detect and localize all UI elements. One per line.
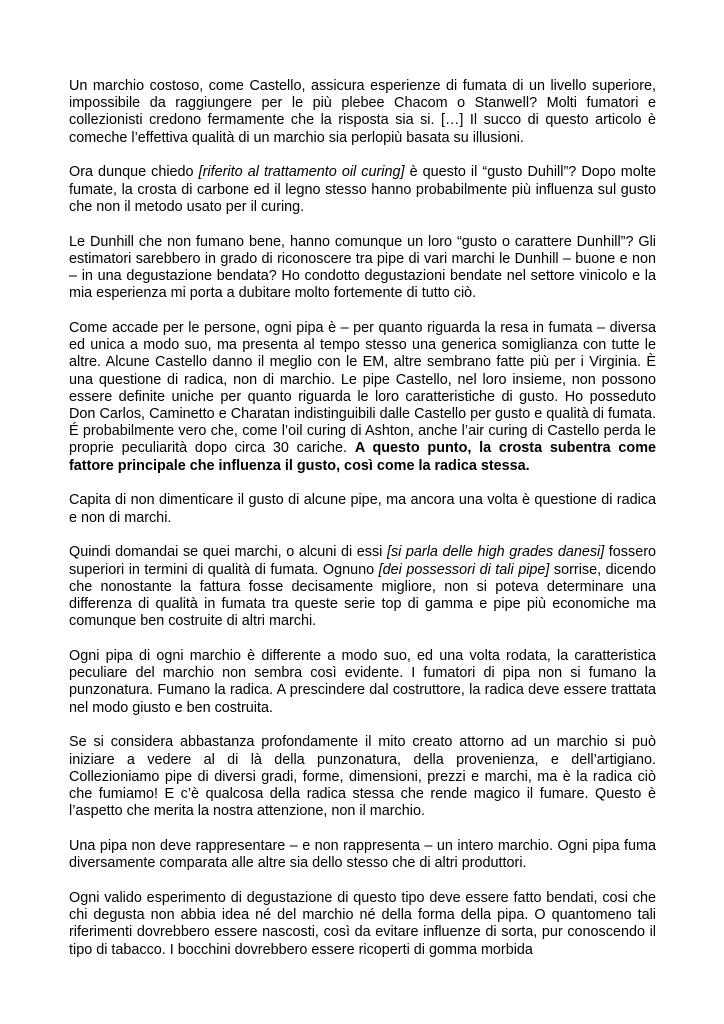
paragraph [69, 234, 656, 303]
text-run: Quindi domandai se quei marchi, o alcuni di essi [69, 544, 387, 561]
text-run: Come accade per le persone, ogni pipa è – per quanto riguarda la resa in fumata – diversa ed unica a modo suo, ma presenta al tempo stesso una generica somiglianza con tutte le altre. Alcune Castello danno il meglio con le EM, altre sembrano fatte più per i Virginia. È una questione di radica, non di marchio. Le pipe Castello, nel loro insieme, non possono essere definite uniche per quanto riguarda le loro caratteristiche di gusto. Ho posseduto Don Carlos, Caminetto e Charatan indistinguibili dalle Castello per gusto e qualità di fumata. É probabilmente vero che, come l’oil curing di Ashton, anche l’air curing di Castello perda le proprie peculiarità dopo circa 30 cariche. [69, 320, 656, 457]
text-run: fossero superiori in termini di qualità di fumata. Ognuno [69, 544, 656, 578]
paragraph [69, 890, 656, 959]
text-run: Un marchio costoso, come Castello, assicura esperienze di fumata di un livello superiore, impossibile da raggiungere per le più plebee Chacom o Stanwell? Molti fumatori e collezionisti credono fermamente che la risposta sia si. […] Il succo di questo articolo è comeche l’effettiva qualità di un marchio sia perlopiù basata su illusioni. [69, 78, 656, 146]
text-run: Le Dunhill che non fumano bene, hanno comunque un loro “gusto o carattere Dunhill”? Gli estimatori sarebbero in grado di riconoscere tra pipe di vari marchi le Dunhill – buone e non – in una degustazione bendata? Ho condotto degustazioni bendate nel settore vinicolo e la mia esperienza mi porta a dubitare molto fortemente di tutto ciò. [69, 233, 656, 302]
paragraph [69, 734, 656, 820]
text-run: è questo il “gusto Duhill”? Dopo molte fumate, la crosta di carbone ed il legno stesso hanno probabilmente più influenza sul gusto che non il metodo usato per il curing. [69, 164, 656, 215]
text-run: Una pipa non deve rappresentare – e non rappresenta – un intero marchio. Ogni pipa fuma diversamente comparata alle altre sia dello stesso che di altri produttori. [69, 838, 656, 872]
paragraph [69, 78, 656, 147]
text-run: sorrise, dicendo che nonostante la fattura fosse decisamente migliore, non si poteva determinare una differenza di qualità in fumata tra queste serie top di gamma e pipe più economiche ma comunque ben costruite di altri marchi. [69, 561, 657, 630]
paragraph [69, 838, 656, 872]
text-run: Capita di non dimenticare il gusto di alcune pipe, ma ancora una volta è questione di radica e non di marchi. [69, 492, 656, 526]
paragraph [69, 648, 656, 717]
text-run: Se si considera abbastanza profondamente il mito creato attorno ad un marchio si può iniziare a vedere al di là della punzonatura, della provenienza, e dell’artigiano. Collezioniamo pipe di diversi gradi, forme, dimensioni, prezzi e marchi, ma è la radica ciò che fumiamo! E c’è qualcosa della radica stessa che rende magico il fumare. Questo è l’aspetto che merita la nostra attenzione, non il marchio. [69, 734, 656, 820]
paragraph [69, 492, 656, 526]
paragraph [69, 544, 656, 630]
text-run: Ora dunque chiedo [69, 164, 199, 181]
italic-note: [dei possessori di tali pipe] [378, 561, 550, 578]
text-run: Ogni valido esperimento di degustazione di questo tipo deve essere fatto bendati, cosi che chi degusta non abbia idea né del marchio né della forma della pipa. O quantomeno tali riferimenti dovrebbero essere nascosti, così da evitare influenze di sorta, pur conoscendo il tipo di tabacco. I bocchini dovrebbero essere ricoperti di gomma morbida [69, 890, 656, 958]
italic-note: [riferito al trattamento oil curing] [198, 164, 405, 181]
text-run: Ogni pipa di ogni marchio è differente a modo suo, ed una volta rodata, la caratteristica peculiare del marchio non sembra così evidente. I fumatori di pipa non si fumano la punzonatura. Fumano la radica. A prescindere dal costruttore, la radica deve essere trattata nel modo giusto e ben costruita. [69, 648, 656, 716]
bold-emphasis: A questo punto, la crosta subentra come fattore principale che influenza il gusto, così come la radica stessa. [69, 440, 657, 474]
italic-note: [si parla delle high grades danesi] [386, 544, 605, 561]
paragraph [69, 164, 656, 216]
paragraph [69, 320, 656, 475]
